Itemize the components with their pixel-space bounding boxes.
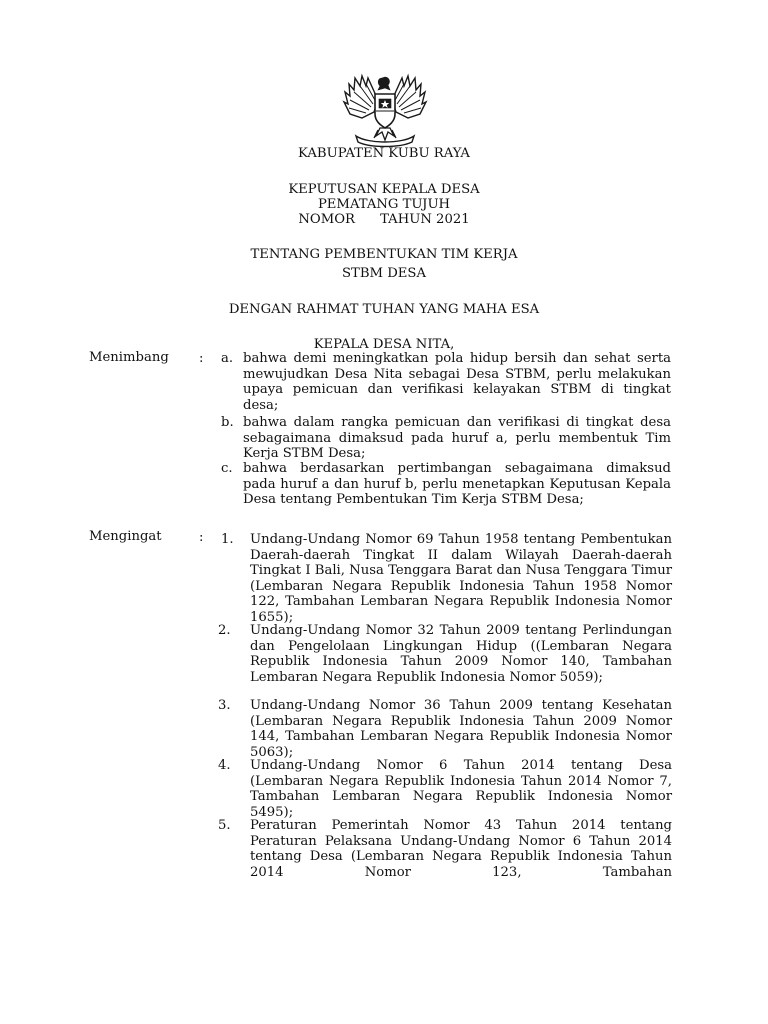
consideration-marker: b. <box>221 415 234 430</box>
legal-basis-marker: 4. <box>218 758 231 773</box>
section-colon-mengingat: : <box>199 530 204 545</box>
decree-subject-line1: TENTANG PEMBENTUKAN TIM KERJA <box>250 247 518 262</box>
legal-basis-marker: 5. <box>218 818 231 833</box>
decree-title-line2: PEMATANG TUJUH <box>317 197 451 212</box>
consideration-item: bahwa dalam rangka pemicuan dan verifikasi di tingkat desa sebagaimana dimaksud pada huruf a, perlu membentuk Tim Kerja STBM Desa; <box>243 415 671 462</box>
consideration-item: bahwa demi meningkatkan pola hidup bersih dan sehat serta mewujudkan Desa Nita sebagai Desa STBM, perlu melakukan upaya pemicuan dan verifikasi kelayakan STBM di tingkat desa; <box>243 351 671 413</box>
consideration-marker: a. <box>221 351 234 366</box>
legal-basis-item: Undang-Undang Nomor 6 Tahun 2014 tentang Desa (Lembaran Negara Republik Indonesia Tahun 2014 Nomor 7, Tambahan Lembaran Negara Republik Indonesia Nomor 5495); <box>250 758 672 820</box>
consideration-marker: c. <box>221 461 233 476</box>
consideration-item: bahwa berdasarkan pertimbangan sebagaimana dimaksud pada huruf a dan huruf b, perlu menetapkan Keputusan Kepala Desa tentang Pembentukan Tim Kerja STBM Desa; <box>243 461 671 508</box>
legal-basis-item: Undang-Undang Nomor 32 Tahun 2009 tentang Perlindungan dan Pengelolaan Lingkungan Hidup ((Lembaran Negara Republik Indonesia Tahun 2009 Nomor 140, Tambahan Lembaran Negara Republik Indonesia Nomor 5059); <box>250 623 672 685</box>
regency-name: KABUPATEN KUBU RAYA <box>298 146 470 161</box>
section-label-menimbang: Menimbang <box>89 350 169 365</box>
invocation-line: DENGAN RAHMAT TUHAN YANG MAHA ESA <box>228 302 540 317</box>
section-label-mengingat: Mengingat <box>89 529 162 544</box>
decree-title-line1: KEPUTUSAN KEPALA DESA <box>288 182 480 197</box>
legal-basis-marker: 1. <box>221 532 234 547</box>
issuer-line: KEPALA DESA NITA, <box>313 337 455 352</box>
legal-basis-item: Undang-Undang Nomor 36 Tahun 2009 tentang Kesehatan (Lembaran Negara Republik Indonesia Tahun 2009 Nomor 144, Tambahan Lembaran Negara Republik Indonesia Nomor 5063); <box>250 698 672 760</box>
legal-basis-item: Undang-Undang Nomor 69 Tahun 1958 tentang Pembentukan Daerah-daerah Tingkat II dalam Wilayah Daerah-daerah Tingkat I Bali, Nusa Tenggara Barat dan Nusa Tenggara Timur (Lembaran Negara Republik Indonesia Tahun 1958 Nomor 122, Tambahan Lembaran Negara Republik Indonesia Nomor 1655); <box>250 532 672 625</box>
garuda-emblem-icon <box>338 70 432 148</box>
decree-subject-line2: STBM DESA <box>342 266 426 281</box>
decree-number-line: NOMOR TAHUN 2021 <box>298 212 470 227</box>
section-colon-menimbang: : <box>199 351 204 366</box>
legal-basis-marker: 2. <box>218 623 231 638</box>
legal-basis-item: Peraturan Pemerintah Nomor 43 Tahun 2014 tentang Peraturan Pelaksana Undang-Undang Nomor 6 Tahun 2014 tentang Desa (Lembaran Negara Republik Indonesia Tahun 2014 Nomor 123, Tambahan <box>250 818 672 880</box>
legal-basis-marker: 3. <box>218 698 231 713</box>
